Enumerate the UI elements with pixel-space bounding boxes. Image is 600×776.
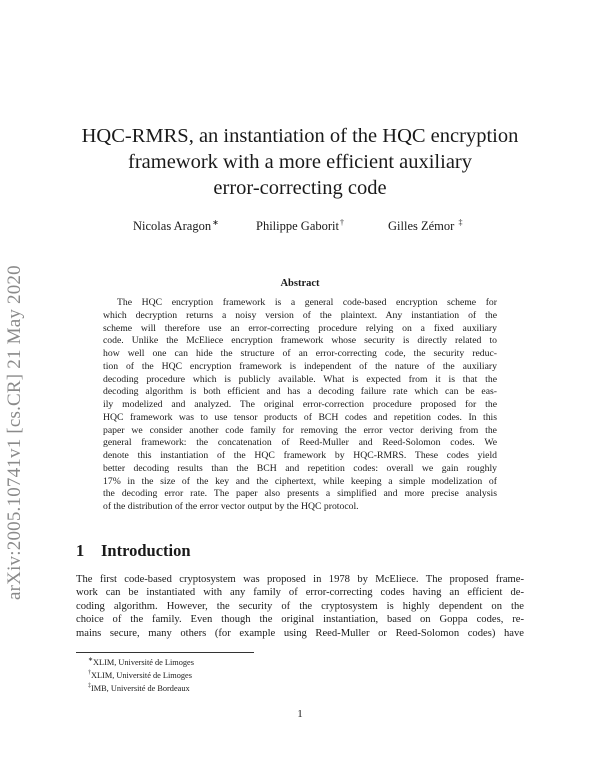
footnote-text: IMB, Université de Bordeaux bbox=[91, 683, 190, 693]
footnote-text: XLIM, Université de Limoges bbox=[93, 657, 194, 667]
title-line: error-correcting code bbox=[213, 177, 387, 199]
footnote-mark: † bbox=[88, 669, 91, 676]
author-name: Philippe Gaborit bbox=[256, 219, 339, 234]
abstract-line: decoding algorithm is both efficient and has a decoding failure rate which can be eas- bbox=[103, 386, 497, 398]
footnote-mark: ∗ bbox=[88, 657, 94, 663]
affiliation-mark: ∗ bbox=[212, 218, 219, 227]
footnote-mark: ‡ bbox=[88, 682, 91, 689]
abstract-line: HQC framework was to use tensor products of BCH codes and repetition codes. In this bbox=[103, 411, 497, 423]
footnote-text: XLIM, Université de Limoges bbox=[91, 670, 192, 680]
section-title: Introduction bbox=[101, 541, 191, 560]
footnotes bbox=[88, 655, 194, 694]
section-number: 1 bbox=[76, 541, 85, 560]
body-line: coding algorithm. However, the security of the cryptosystem is highly dependent on the bbox=[76, 600, 524, 612]
author-list bbox=[0, 218, 600, 234]
abstract-line: 17% in the size of the key and the ciphertext, while keeping a simple modelization of bbox=[103, 475, 497, 487]
body-line: The first code-based cryptosystem was proposed in 1978 by McEliece. The proposed frame- bbox=[76, 574, 524, 585]
abstract-line: scheme will therefore use an error-correcting procedure relying on a fixed auxiliary bbox=[103, 322, 497, 334]
abstract-heading: Abstract bbox=[280, 278, 320, 289]
abstract-line: tion of the HQC encryption framework is independent of the nature of the auxiliary bbox=[103, 360, 497, 372]
abstract-line: the decoding error rate. The paper also presents a simplified and more precise analysis bbox=[103, 488, 497, 500]
body-line: choice of the family. Even though the original instantiation, based on Goppa codes, re- bbox=[76, 614, 524, 626]
abstract-body bbox=[103, 297, 497, 514]
introduction-body bbox=[76, 573, 524, 640]
abstract-line: The HQC encryption framework is a general code-based encryption scheme for bbox=[117, 297, 497, 308]
body-line: mains secure, many others (for example using Reed-Muller or Reed-Solomon codes) have bbox=[76, 627, 524, 639]
affiliation-mark: † bbox=[339, 218, 344, 227]
abstract-line: ily modelized and analyzed. The original error-correction procedure proposed for the bbox=[103, 399, 497, 410]
page-number: 1 bbox=[297, 708, 303, 720]
arxiv-identifier: arXiv:2005.10741v1 [cs.CR] 21 May 2020 bbox=[4, 265, 25, 600]
abstract-line: which decryption returns a noisy version of the plaintext. Any instantiation of the bbox=[103, 309, 497, 321]
abstract-line: of the distribution of the error vector output by the HQC protocol. bbox=[103, 501, 359, 512]
abstract-line: general framework: the concatenation of Reed-Muller and Reed-Solomon codes. We bbox=[103, 437, 497, 449]
footnote bbox=[88, 655, 194, 668]
section-heading bbox=[76, 541, 191, 561]
title-line: HQC-RMRS, an instantiation of the HQC encryption bbox=[81, 125, 519, 147]
abstract-line: better decoding results than the BCH and repetition codes: overall we gain roughly bbox=[103, 462, 497, 474]
abstract-line: paper we consider another code family for removing the error vector deriving from the bbox=[103, 424, 497, 436]
title-line: framework with a more efficient auxiliary bbox=[128, 151, 472, 173]
author bbox=[388, 218, 462, 234]
author-name: Gilles Zémor bbox=[388, 219, 455, 234]
footnote-divider bbox=[76, 652, 254, 653]
affiliation-mark: ‡ bbox=[458, 218, 463, 227]
abstract-line: how well one can hide the structure of an error-correcting code, the security reduc- bbox=[103, 348, 497, 359]
abstract-line: code. Unlike the McEliece encryption framework whose security is directly related to bbox=[103, 335, 497, 347]
footnote bbox=[88, 668, 194, 681]
author-name: Nicolas Aragon bbox=[133, 219, 212, 234]
footnote bbox=[88, 681, 194, 694]
body-line: work can be instantiated with any family of error-correcting codes having an efficient de- bbox=[76, 587, 524, 599]
abstract-line: decoding procedure which is publicly available. What is expected from it is that the bbox=[103, 373, 497, 385]
author bbox=[256, 218, 344, 234]
author bbox=[133, 218, 219, 234]
abstract-line: denote this instantiation of the HQC framework by HQC-RMRS. These codes yield bbox=[103, 450, 497, 461]
paper-title bbox=[60, 123, 540, 201]
